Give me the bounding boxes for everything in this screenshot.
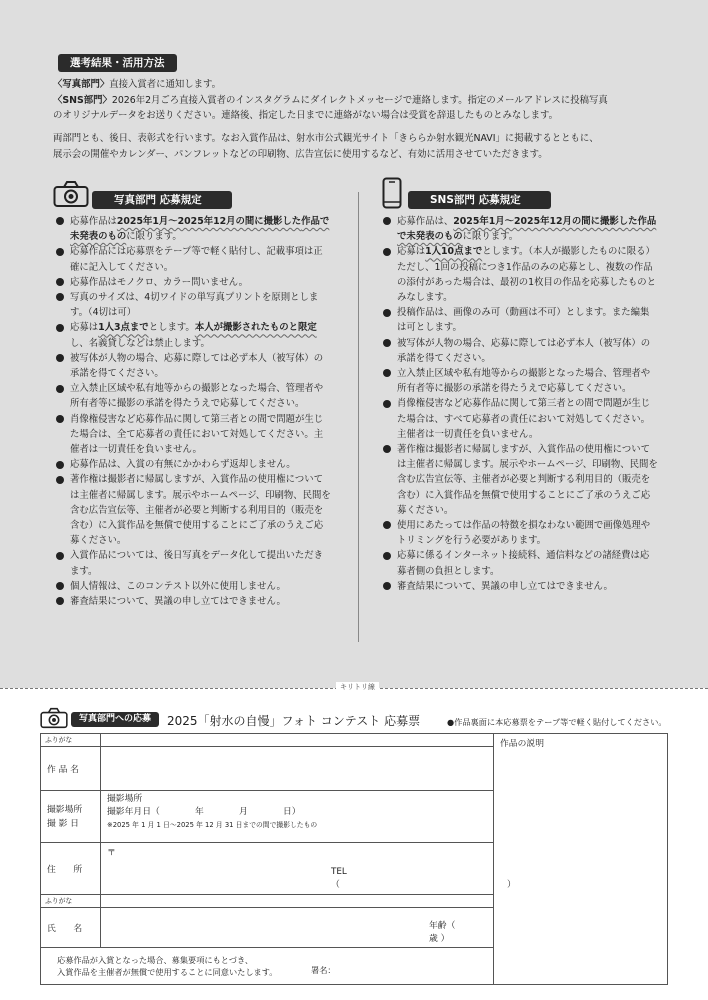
sns-notice: 〈SNS部門〉2026年2月ごろ直接入賞者のインスタグラムにダイレクトメッセージで連絡します。指定のメールアドレスに投稿写真: [53, 95, 608, 106]
list-item: 投稿作品は、画像のみ可（動画は不可）とします。また編集は可とします。: [383, 305, 658, 335]
list-item: 被写体が人物の場合、応募に際しては必ず本人（被写体）の承諾を得てください。: [383, 336, 658, 366]
list-item: 応募に係るインターネット接続料、通信料などの諸経費は応募者側の負担とします。: [383, 548, 658, 578]
furigana-field[interactable]: [101, 734, 494, 747]
list-item: 応募作品は2025年1月〜2025年12月の間に撮影した作品で未発表のものに限ります。: [56, 214, 331, 244]
cut-line-label: キリトリ線: [336, 682, 379, 692]
list-item: 応募は1人10点までとします。（本人が撮影したものに限る）: [383, 244, 658, 259]
address-field[interactable]: [101, 843, 516, 895]
work-name-field[interactable]: [101, 747, 494, 791]
description-label: 作品の説明: [500, 739, 544, 749]
furigana-label: ふりがな: [41, 895, 101, 908]
list-item: 応募は1人3点までとします。本人が撮影されたものと限定し、名義貸しなどは禁止します。: [56, 320, 331, 350]
camera-icon: [40, 707, 68, 729]
photo-rules-heading: 写真部門 応募規定: [92, 191, 232, 209]
name-furigana-field[interactable]: [101, 895, 494, 908]
tel-field-label: TEL（ ）: [331, 867, 516, 890]
list-item: 使用にあたっては作品の特徴を損なわない範囲で画像処理やトリミングを行う必要があります。: [383, 518, 658, 548]
list-item: 被写体が人物の場合、応募に際しては必ず本人（被写体）の承諾を得てください。: [56, 351, 331, 381]
work-name-label: 作 品 名: [41, 747, 101, 791]
list-item: 肖像権侵害など応募作品に関して第三者との間で問題が生じた場合は、すべて応募者の責任において対処してください。主催者は一切責任を負いません。: [383, 396, 658, 442]
list-item: 審査結果について、異議の申し立てはできません。: [56, 594, 331, 609]
list-item: 立入禁止区域や私有地等からの撮影となった場合、管理者や所有者等に撮影の承諾を得たうえで応募してください。: [56, 381, 331, 411]
list-item: 応募作品には応募票をテープ等で軽く貼付し、記載事項は正確に記入してください。: [56, 244, 331, 274]
place-date-label: 撮影場所 撮 影 日: [41, 791, 101, 843]
list-item: 入賞作品については、後日写真をデータ化して提出いただきます。: [56, 548, 331, 578]
consent-text: 入賞作品を主催者が無償で使用することに同意いたします。: [57, 967, 278, 977]
list-item: 応募作品は、2025年1月〜2025年12月の間に撮影した作品で未発表のものに限ります。: [383, 214, 658, 244]
date-note: ※2025 年 1 月 1 日〜2025 年 12 月 31 日までの間で撮影したもの: [107, 821, 318, 829]
list-item: 肖像権侵害など応募作品に関して第三者との間で問題が生じた場合は、全て応募者の責任において対処してください。主催者は一切責任を負いません。: [56, 412, 331, 458]
list-item: 著作権は撮影者に帰属しますが、入賞作品の使用権については主催者に帰属します。展示やホームページ、印刷物、民間を含む広告宣伝等、主催者が必要と判断する利用目的（販売を含む）に入賞作品を無償で使用することにご了承のうえご応募ください。: [383, 442, 658, 518]
postal-mark: 〒: [107, 848, 116, 858]
list-item-continuation: ただし、1回の投稿につき1作品のみの応募とし、複数の作品の添付があった場合は、最初の1枚目の作品を応募したものとみなします。: [397, 261, 656, 304]
place-field-label: 撮影場所: [107, 794, 143, 804]
list-item: 個人情報は、このコンテスト以外に使用しません。: [56, 579, 331, 594]
consent-text: 応募作品が入賞となった場合、募集要項にもとづき、: [57, 955, 254, 965]
form-note: ●作品裏面に本応募票をテープ等で軽く貼付してください。: [447, 717, 667, 727]
consent-section: [41, 948, 494, 985]
smartphone-icon: [382, 177, 402, 209]
address-label: 住 所: [41, 843, 101, 895]
list-item: 応募作品は、入賞の有無にかかわらず返却しません。: [56, 457, 331, 472]
form-title: 2025「射水の自慢」フォト コンテスト 応募票: [167, 714, 421, 728]
list-item: 写真のサイズは、4切ワイドの単写真プリントを原則とします。（4切は可）: [56, 290, 331, 320]
place-date-field[interactable]: [101, 791, 494, 843]
column-divider: [358, 192, 359, 642]
age-field-label: 年齢（ 歳 ）: [429, 921, 491, 944]
furigana-label: ふりがな: [41, 734, 101, 747]
form-badge: 写真部門への応募: [71, 712, 159, 727]
sns-rules-list: [383, 214, 658, 594]
signature-label: 署名：: [311, 965, 336, 975]
entry-form-table: [40, 733, 668, 985]
camera-icon: [53, 180, 89, 208]
selection-heading: 選考結果・活用方法: [58, 54, 177, 72]
description-field[interactable]: [494, 734, 668, 985]
name-label: 氏 名: [41, 908, 101, 948]
both-notice: 両部門とも、後日、表彰式を行います。なお入賞作品は、射水市公式観光サイト「きららか射水観光NAVI」に掲載するとともに、: [53, 133, 599, 144]
list-item: 応募作品はモノクロ、カラー問いません。: [56, 275, 331, 290]
name-field[interactable]: [101, 908, 494, 948]
list-item: 著作権は撮影者に帰属しますが、入賞作品の使用権については主催者に帰属します。展示やホームページ、印刷物、民間を含む広告宣伝等、主催者が必要と判断する利用目的（販売を含む）に入賞作品を無償で使用することにご了承のうえご応募ください。: [56, 472, 331, 548]
date-field-label: 撮影年月日（ 年 月 日）: [107, 807, 301, 817]
photo-rules-list: [56, 214, 331, 609]
sns-rules-heading: SNS部門 応募規定: [408, 191, 551, 209]
list-item: 審査結果について、異議の申し立てはできません。: [383, 579, 658, 594]
both-notice-cont: 展示会の開催やカレンダー、パンフレットなどの印刷物、広告宣伝に使用するなど、有効に活用させていただきます。: [53, 149, 548, 160]
list-item: 立入禁止区域や私有地等からの撮影となった場合、管理者や所有者等に撮影の承諾を得たうえで応募してください。: [383, 366, 658, 396]
sns-notice-cont: のオリジナルデータをお送りください。連絡後、指定した日までに連絡がない場合は受賞を辞退したものとみなします。: [53, 110, 559, 121]
photo-notice: 〈写真部門〉直接入賞者に通知します。: [53, 79, 222, 90]
